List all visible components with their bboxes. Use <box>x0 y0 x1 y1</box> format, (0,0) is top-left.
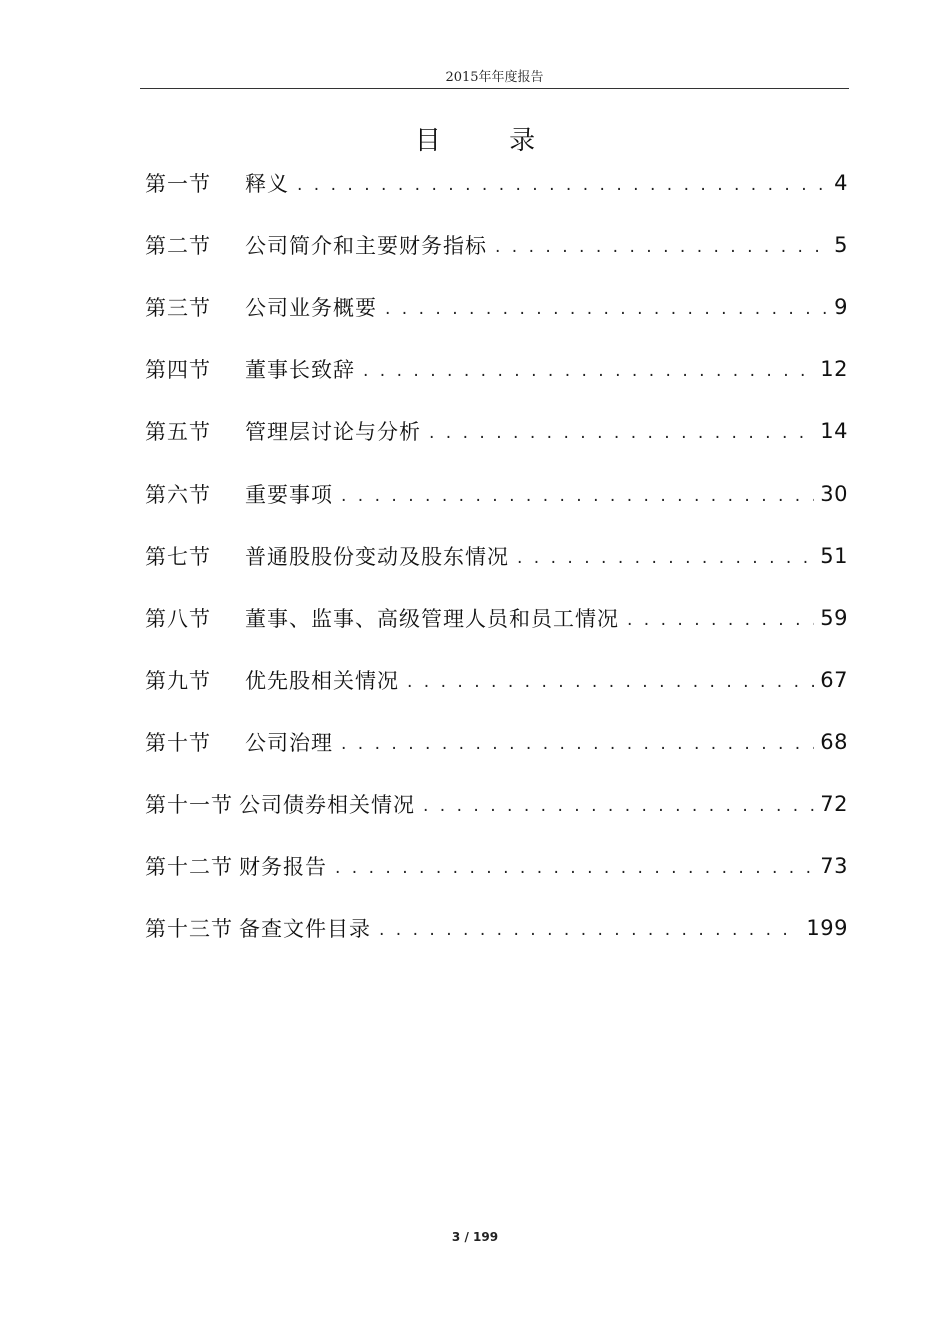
section-number: 第五节 <box>145 420 211 445</box>
toc-entry-5[interactable] <box>145 400 848 462</box>
section-title: 优先股相关情况 <box>245 668 399 693</box>
section-title: 管理层讨论与分析 <box>245 420 421 445</box>
toc-entry-7[interactable] <box>145 525 848 587</box>
page-number: 68 <box>820 729 848 754</box>
dot-leader <box>495 237 828 257</box>
toc-entry-10[interactable] <box>145 711 848 773</box>
section-number: 第二节 <box>145 234 211 259</box>
running-header: 2015年年度报告 <box>445 70 544 85</box>
page-number: 51 <box>820 543 848 568</box>
page-number: 30 <box>820 481 848 506</box>
section-number: 第八节 <box>145 606 211 631</box>
page-number: 4 <box>834 171 848 196</box>
section-title: 财务报告 <box>239 855 327 880</box>
page-number: 199 <box>806 916 848 941</box>
section-number: 第十三节 <box>145 917 233 942</box>
section-title: 公司简介和主要财务指标 <box>245 234 487 259</box>
dot-leader <box>341 486 814 506</box>
dot-leader <box>379 920 800 940</box>
dot-leader <box>297 175 828 195</box>
toc-entry-3[interactable] <box>145 276 848 338</box>
section-title: 释义 <box>245 172 289 197</box>
page-number: 72 <box>820 791 848 816</box>
dot-leader <box>341 734 814 754</box>
section-title: 董事长致辞 <box>245 358 355 383</box>
page-number: 5 <box>834 233 848 258</box>
toc-heading: 目 录 <box>414 126 566 156</box>
section-number: 第六节 <box>145 482 211 507</box>
page-number: 12 <box>820 357 848 382</box>
page-number: 14 <box>820 419 848 444</box>
section-title: 备查文件目录 <box>239 917 371 942</box>
section-title: 公司业务概要 <box>245 296 377 321</box>
toc-entry-2[interactable] <box>145 214 848 276</box>
page-number: 9 <box>834 295 848 320</box>
section-number: 第十二节 <box>145 855 233 880</box>
section-number: 第七节 <box>145 544 211 569</box>
section-number: 第四节 <box>145 358 211 383</box>
dot-leader <box>429 423 814 443</box>
section-title: 普通股股份变动及股东情况 <box>245 544 509 569</box>
toc-entry-4[interactable] <box>145 338 848 400</box>
toc-entry-6[interactable] <box>145 462 848 524</box>
dot-leader <box>627 610 814 630</box>
toc-entry-8[interactable] <box>145 587 848 649</box>
toc-entry-13[interactable] <box>145 897 848 959</box>
dot-leader <box>407 672 814 692</box>
section-title: 公司债券相关情况 <box>239 792 415 817</box>
toc-entry-1[interactable] <box>145 152 848 214</box>
toc-entry-12[interactable] <box>145 835 848 897</box>
section-title: 重要事项 <box>245 482 333 507</box>
dot-leader <box>517 548 814 568</box>
page-number: 59 <box>820 605 848 630</box>
dot-leader <box>363 361 814 381</box>
table-of-contents <box>145 152 848 959</box>
section-number: 第九节 <box>145 668 211 693</box>
page-number: 67 <box>820 667 848 692</box>
dot-leader <box>335 858 814 878</box>
section-number: 第三节 <box>145 296 211 321</box>
section-title: 公司治理 <box>245 730 333 755</box>
dot-leader <box>385 299 828 319</box>
section-number: 第一节 <box>145 172 211 197</box>
section-number: 第十节 <box>145 730 211 755</box>
section-number: 第十一节 <box>145 792 233 817</box>
toc-entry-9[interactable] <box>145 649 848 711</box>
section-title: 董事、监事、高级管理人员和员工情况 <box>245 606 619 631</box>
dot-leader <box>423 796 814 816</box>
page-number: 73 <box>820 854 848 879</box>
header-divider <box>140 88 849 89</box>
page-indicator: 3 / 199 <box>451 1230 499 1244</box>
toc-entry-11[interactable] <box>145 773 848 835</box>
